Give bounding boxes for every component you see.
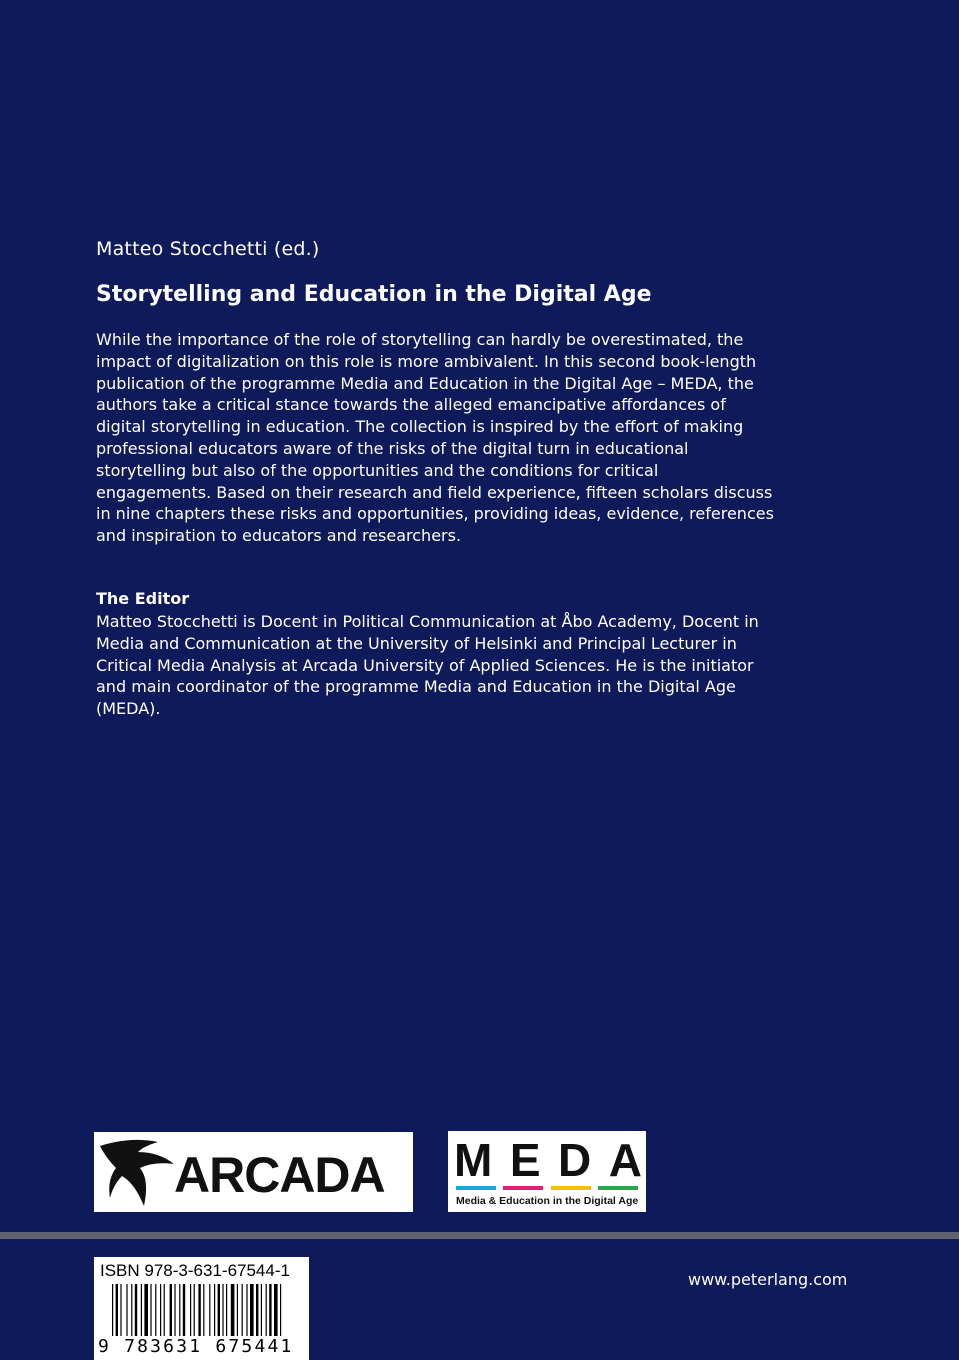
meda-letter-a: A: [608, 1134, 642, 1186]
book-title: Storytelling and Education in the Digital Age: [96, 282, 652, 307]
meda-bar-green: [598, 1186, 638, 1190]
meda-bar-blue: [456, 1186, 496, 1190]
meda-letter-d: D: [558, 1134, 592, 1186]
meda-letter-m: M: [454, 1134, 493, 1186]
meda-logo: [448, 1131, 646, 1212]
meda-letter-e: E: [509, 1134, 541, 1186]
barcode-bars: [112, 1284, 292, 1336]
meda-bar-yellow: [551, 1186, 591, 1190]
book-blurb: While the importance of the role of storytelling can hardly be overestimated, the impact of digitalization on this role is more ambivalent. In this second book-length publication of the programme Media and Education in the Digital Age – MEDA, the authors take a critical stance towards the alleged emancipative affordances of digital storytelling in education. The collection is inspired by the effort of making professional educators aware of the risks of the digital turn in educational storytelling but also of the opportunities and the conditions for critical engagements. Based on their research and field experience, fifteen scholars discuss in nine chapters these risks and opportunities, providing ideas, evidence, references and inspiration to educators and researchers.: [96, 330, 774, 546]
editor-heading: The Editor: [96, 589, 190, 608]
divider-rule: [0, 1232, 959, 1239]
barcode-label: [94, 1257, 309, 1360]
barcode-digits: 9 783631 675441: [98, 1336, 294, 1357]
bird-icon: [98, 1136, 176, 1210]
isbn-text: ISBN 978-3-631-67544-1: [100, 1261, 290, 1280]
meda-wordmark: [454, 1133, 642, 1187]
meda-bar-magenta: [503, 1186, 543, 1190]
meda-subtitle: Media & Education in the Digital Age: [456, 1195, 639, 1207]
arcada-logo: [94, 1132, 413, 1212]
publisher-website: www.peterlang.com: [688, 1270, 848, 1289]
editor-line: Matteo Stocchetti (ed.): [96, 238, 320, 260]
arcada-wordmark: ARCADA: [174, 1147, 385, 1203]
meda-color-bars: [456, 1186, 638, 1190]
editor-bio: Matteo Stocchetti is Docent in Political Communication at Åbo Academy, Docent in Media and Communication at the University of Helsinki and Principal Lecturer in Critical Media Analysis at Arcada University of Applied Sciences. He is the initiator and main coordinator of the programme Media and Education in the Digital Age (MEDA).: [96, 612, 759, 719]
